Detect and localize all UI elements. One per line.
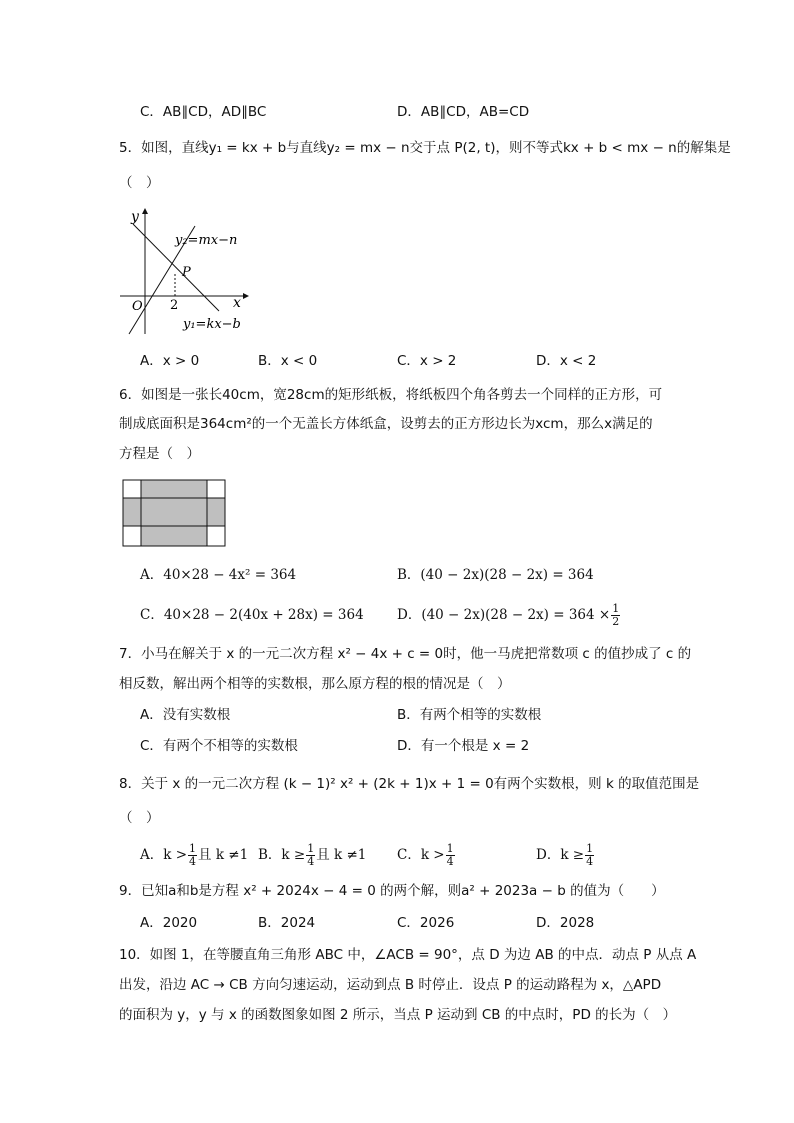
fraction-one-quarter: $\frac{1}{4}$ — [586, 842, 594, 868]
q6-option-d — [397, 598, 621, 632]
q6-option-d-fraction: $\frac{1}{2}$ — [612, 602, 620, 628]
q6-stem-line-3: 方程是（ ） — [119, 446, 200, 462]
q8-option-a: A．k > $\frac{1}{4}$ 且 k ≠1 — [140, 842, 249, 868]
q8-answer-paren: （ ） — [119, 810, 160, 826]
q10-stem-line-1: 10．如图 1，在等腰直角三角形 ABC 中，∠ACB = 90°，点 D 为边 AB 的中点．动点 P 从点 A — [119, 947, 697, 963]
point-p-label: P — [182, 265, 191, 280]
q7-option-a: A．没有实数根 — [140, 707, 231, 723]
q7-option-b: B．有两个相等的实数根 — [397, 707, 542, 723]
q6-cardboard-figure — [121, 478, 227, 548]
q5-option-d: D．x < 2 — [536, 353, 597, 369]
x-axis-label: x — [233, 295, 241, 311]
flap-bottom — [141, 526, 207, 546]
q9-option-b: B．2024 — [258, 915, 316, 931]
q5-stem: 5．如图，直线y₁ = kx + b与直线y₂ = mx − n交于点 P(2, t)，则不等式kx + b < mx − n的解集是 — [119, 140, 731, 156]
q9-option-c: C．2026 — [397, 915, 455, 931]
flap-top — [141, 480, 207, 498]
q6-option-a: A．40×28 − 4x² = 364 — [140, 567, 297, 583]
q5-option-a: A．x > 0 — [140, 353, 200, 369]
cardboard-base — [141, 498, 207, 526]
q8-option-c: C．k > $\frac{1}{4}$ — [397, 842, 454, 868]
q7-option-d: D．有一个根是 x = 2 — [397, 738, 530, 754]
q6-option-b: B．(40 − 2x)(28 − 2x) = 364 — [397, 567, 594, 583]
fraction-one-quarter: $\frac{1}{4}$ — [307, 842, 315, 868]
q4-option-c: C．AB∥CD，AD∥BC — [140, 104, 267, 120]
fraction-one-quarter: $\frac{1}{4}$ — [446, 842, 454, 868]
q6-stem-line-2: 制成底面积是364cm²的一个无盖长方体纸盒，设剪去的正方形边长为xcm，那么x满足的 — [119, 416, 653, 432]
q5-option-b: B．x < 0 — [258, 353, 318, 369]
q8-stem: 8．关于 x 的一元二次方程 (k − 1)² x² + (2k + 1)x + 1 = 0有两个实数根，则 k 的取值范围是 — [119, 776, 700, 792]
q9-stem: 9．已知a和b是方程 x² + 2024x − 4 = 0 的两个解，则a² + 2023a − b 的值为（ ） — [119, 883, 665, 899]
y-axis-label: y — [131, 209, 139, 225]
tick-2-label: 2 — [170, 298, 179, 313]
q6-option-c: C．40×28 − 2(40x + 28x) = 364 — [140, 607, 364, 623]
q9-option-a: A．2020 — [140, 915, 198, 931]
q8-option-d: D．k ≥ $\frac{1}{4}$ — [536, 842, 594, 868]
flap-left — [123, 498, 141, 526]
line-y1-label: y₁=kx−b — [183, 317, 241, 332]
q5-answer-paren: （ ） — [119, 175, 160, 191]
q8-option-b: B．k ≥ $\frac{1}{4}$ 且 k ≠1 — [258, 842, 367, 868]
q6-stem-line-1: 6．如图是一张长40cm，宽28cm的矩形纸板，将纸板四个角各剪去一个同样的正方形，可 — [119, 387, 663, 403]
q7-option-c: C．有两个不相等的实数根 — [140, 738, 298, 754]
origin-label: O — [132, 299, 143, 314]
q7-stem-line-2: 相反数，解出两个相等的实数根，那么原方程的根的情况是（ ） — [119, 676, 511, 692]
q5-option-c: C．x > 2 — [397, 353, 457, 369]
line-y2-label: y₂=mx−n — [175, 233, 238, 248]
q7-stem-line-1: 7．小马在解关于 x 的一元二次方程 x² − 4x + c = 0时，他一马虎把常数项 c 的值抄成了 c 的 — [119, 646, 692, 662]
q10-stem-line-3: 的面积为 y，y 与 x 的函数图象如图 2 所示，当点 P 运动到 CB 的中点时，PD 的长为（ ） — [119, 1007, 677, 1023]
y-axis-arrow — [142, 208, 148, 214]
q9-option-d: D．2028 — [536, 915, 595, 931]
fraction-one-quarter: $\frac{1}{4}$ — [189, 842, 197, 868]
q10-stem-line-2: 出发，沿边 AC → CB 方向匀速运动，运动到点 B 时停止．设点 P 的运动路程为 x，△APD — [119, 977, 662, 993]
x-axis-arrow — [243, 293, 249, 299]
q6-option-d-text: D．(40 − 2x)(28 − 2x) = 364 × — [397, 607, 611, 623]
q4-option-d: D．AB∥CD，AB=CD — [397, 104, 530, 120]
flap-right — [207, 498, 225, 526]
q5-graph — [115, 206, 255, 338]
